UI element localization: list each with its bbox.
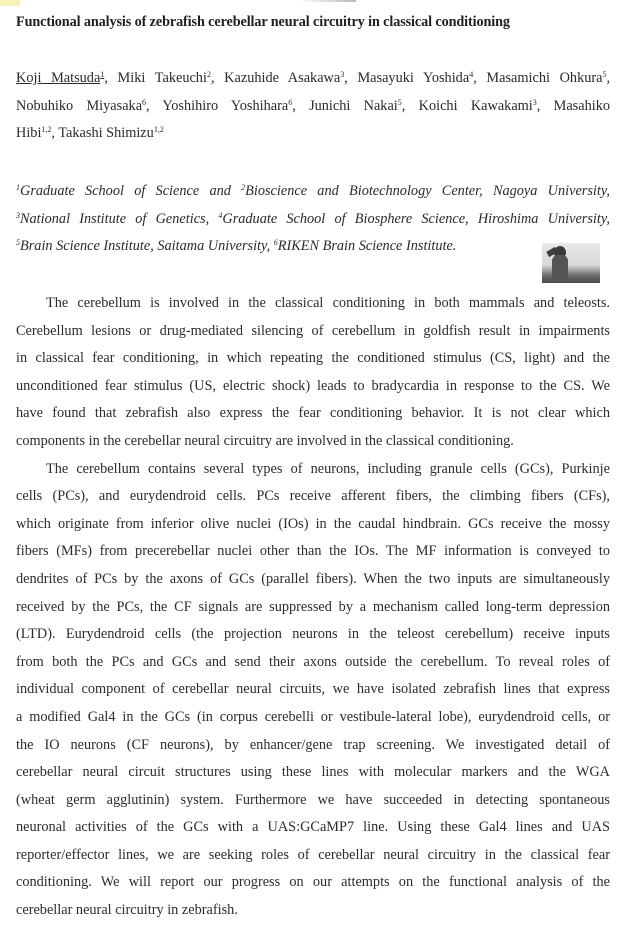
paragraph-line: conditioning. We will report our progress on our attempts on the functional analysis of the [16, 874, 610, 891]
affiliation-marker: 6 [288, 97, 293, 107]
author-photo [542, 243, 600, 283]
paragraph-line: a modified Gal4 in the GCs (in corpus cerebelli or vestibule-lateral lobe), eurydendroid cells, or [16, 708, 610, 725]
paragraph-line: (LTD). Eurydendroid cells (the projection neurons in the teleost cerebellum) receive inputs [16, 626, 610, 643]
affiliation-line [16, 233, 610, 261]
abstract-paragraph [16, 290, 610, 456]
scan-corner-mark [0, 0, 20, 6]
paragraph-line: (wheat germ agglutinin) system. Furthermore we have succeeded in detecting spontaneous [16, 791, 610, 808]
affiliation-text: National Institute of Genetics, [20, 210, 219, 227]
paragraph-line: the IO neurons (CF neurons), by enhancer/gene trap screening. We investigated detail of [16, 736, 610, 753]
author-name: Hibi [16, 125, 42, 141]
affiliation-number: 3 [16, 210, 20, 220]
paragraph-line: cerebellar neural circuitry in zebrafish. [16, 902, 238, 919]
affiliation-line [16, 206, 610, 234]
document-title: Functional analysis of zebrafish cerebellar neural circuitry in classical conditioning [16, 14, 510, 30]
affiliation-marker: 4 [469, 70, 474, 79]
affiliation-marker: 5 [602, 70, 607, 79]
affiliation-text: RIKEN Brain Science Institute. [277, 238, 457, 254]
paragraph-line: from both the PCs and GCs and send their axons outside the cerebellum. To reveal roles of [16, 653, 610, 670]
author-name: Masahiko [553, 97, 611, 114]
author-name: Miki Takeuchi [117, 70, 207, 86]
author-line: Hibi$^{1,2}$, Takashi Shimizu$^{1,2}$ [16, 125, 164, 141]
paragraph-line: dendrites of PCs by the axons of GCs (parallel fibers). When the two inputs are simultaneously [16, 570, 610, 587]
affiliation-number: 2 [241, 183, 246, 192]
paragraph-line: Cerebellum lesions or drug-mediated silencing of cerebellum in goldfish result in impairments [16, 322, 610, 339]
paragraph-line: in classical fear conditioning, in which repeating the conditioned stimulus (CS, light) and the [16, 350, 610, 367]
affiliation-number: 1 [16, 183, 20, 192]
affiliation-number: 6 [273, 238, 278, 247]
photo-figure-body [552, 255, 568, 279]
paragraph-line: cerebellar neural circuit structures using these lines with molecular markers and the WGA [16, 764, 610, 781]
affiliation-text: Bioscience and Biotechnology Center, Nagoya University, [245, 183, 610, 199]
paragraph-line: unconditioned fear stimulus (US, electric shock) leads to bradycardia in response to the CS. We [16, 377, 610, 394]
affiliation-text: Graduate School of Biosphere Science, Hiroshima University, [222, 210, 610, 227]
affiliation-marker: 3 [532, 97, 537, 107]
affiliation-list [16, 178, 610, 261]
affiliation-marker: 1 [100, 70, 105, 79]
author-name: Masamichi Ohkura [486, 70, 603, 86]
paragraph-line: have found that zebrafish also express the fear conditioning behavior. It is not clear which [16, 405, 610, 422]
author-name: Takashi Shimizu [58, 125, 154, 141]
paragraph-line: reporter/effector lines, we are seeking roles of cerebellar neural circuitry in the classical fear [16, 846, 610, 863]
paragraph-line: The cerebellum is involved in the classical conditioning in both mammals and teleosts. [46, 295, 610, 311]
affiliation-number: 4 [218, 210, 223, 220]
author-name: Junichi Nakai [309, 97, 398, 114]
affiliation-marker: 3 [340, 70, 345, 79]
author-line: Koji Matsuda$^1$, Miki Takeuchi$^2$, Kazuhide Asakawa$^3$, Masayuki Yoshida$^4$, Masamichi Ohkura$^5$, [16, 70, 611, 86]
affiliation-marker: 6 [142, 97, 147, 107]
affiliation-marker: 1,2 [41, 125, 52, 134]
abstract-body [16, 290, 610, 925]
affiliation-line [16, 178, 610, 206]
affiliation-marker: 5 [397, 97, 402, 107]
scan-top-mark [300, 0, 356, 2]
author-name: Koichi Kawakami [418, 97, 533, 114]
affiliation-text: Graduate School of Science and [20, 183, 242, 199]
abstract-paragraph [16, 456, 610, 925]
author-line: Nobuhiko Miyasaka$^6$, Yoshihiro Yoshihara$^6$, Junichi Nakai$^5$, Koichi Kawakami$^3$, Masahiko [16, 97, 611, 114]
paragraph-line: cells (PCs), and eurydendroid cells. PCs receive afferent fibers, the climbing fibers (CFs), [16, 488, 610, 505]
author-name: Yoshihiro Yoshihara [162, 97, 289, 114]
paragraph-line: received by the PCs, the CF signals are suppressed by a mechanism called long-term depression [16, 598, 610, 615]
paragraph-line: neuronal activities of the GCs with a UAS:GCaMP7 line. Using these Gal4 lines and UAS [16, 819, 610, 836]
affiliation-text: Brain Science Institute, Saitama University, [20, 238, 274, 254]
author-name: Kazuhide Asakawa [224, 70, 341, 86]
presenting-author-name: Koji Matsuda [16, 70, 101, 86]
author-name: Masayuki Yoshida [357, 70, 470, 86]
paragraph-line: individual component of cerebellar neural circuits, we have isolated zebrafish lines that express [16, 681, 610, 698]
author-list [16, 65, 610, 148]
paragraph-line: which originate from inferior olive nuclei (IOs) in the caudal hindbrain. GCs receive the mossy [16, 515, 610, 532]
author-name: Nobuhiko Miyasaka [16, 97, 143, 114]
paragraph-line: fibers (MFs) from precerebellar nuclei other than the IOs. The MF information is conveyed to [16, 543, 610, 560]
paragraph-line: components in the cerebellar neural circuitry are involved in the classical conditioning. [16, 432, 514, 449]
affiliation-marker: 1,2 [153, 125, 164, 134]
affiliation-marker: 2 [206, 70, 211, 79]
affiliation-number: 5 [16, 238, 20, 247]
paragraph-line: The cerebellum contains several types of neurons, including granule cells (GCs), Purkinje [46, 460, 610, 477]
